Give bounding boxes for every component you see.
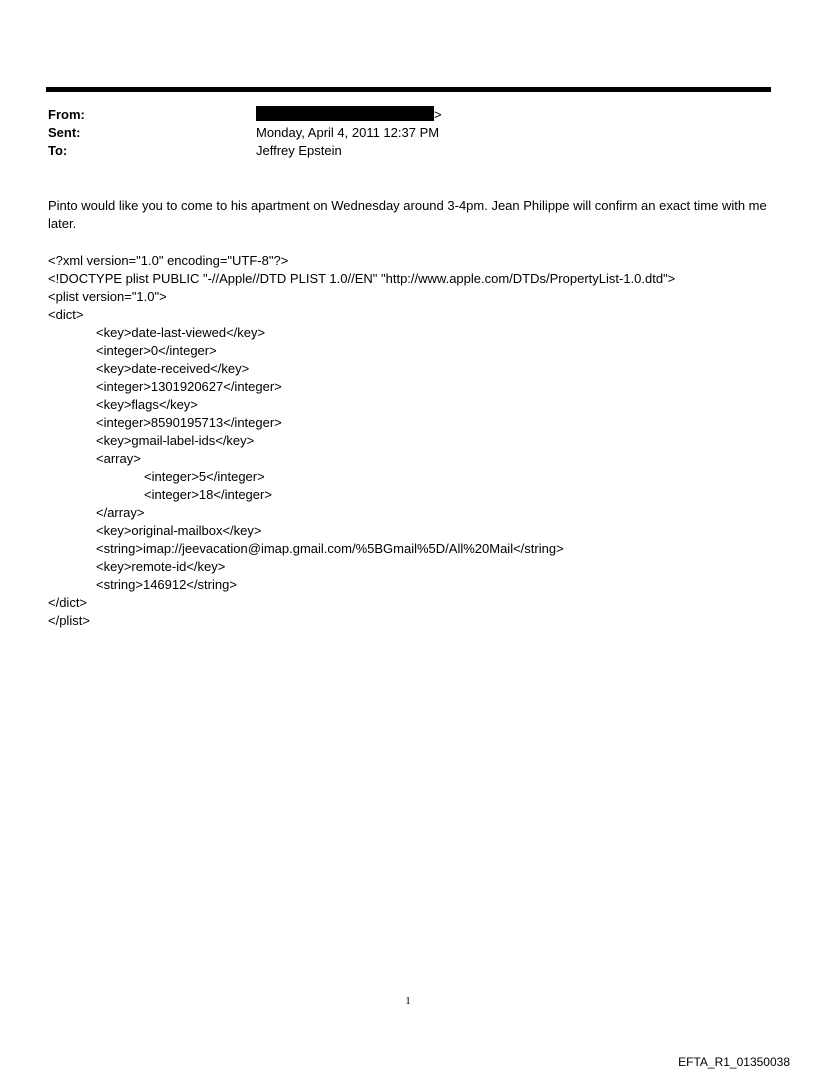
xml-line: <string>146912</string> (96, 577, 237, 592)
from-value-suffix: > (434, 107, 442, 122)
to-value: Jeffrey Epstein (256, 143, 342, 158)
xml-plist-open-line: <plist version="1.0"> (48, 289, 167, 304)
to-label: To: (48, 143, 68, 158)
sent-value: Monday, April 4, 2011 12:37 PM (256, 125, 440, 140)
xml-line: <integer>1301920627</integer> (96, 379, 282, 394)
xml-line: <key>original-mailbox</key> (96, 523, 262, 538)
xml-line: <array> (96, 451, 141, 466)
redaction-box (256, 106, 434, 121)
xml-line: <integer>8590195713</integer> (96, 415, 282, 430)
xml-declaration-line: <?xml version="1.0" encoding="UTF-8"?> (48, 253, 289, 268)
sent-row (48, 124, 748, 142)
xml-line: <key>gmail-label-ids</key> (96, 433, 255, 448)
page-number: 1 (405, 995, 411, 1007)
bates-number: EFTA_R1_01350038 (678, 1055, 790, 1069)
from-value (256, 106, 442, 124)
email-header (48, 106, 748, 160)
xml-dict-open-line: <dict> (48, 307, 84, 322)
xml-plist-close-line: </plist> (48, 613, 90, 628)
xml-line: <key>date-last-viewed</key> (96, 325, 266, 340)
xml-line: <string>imap://jeevacation@imap.gmail.com/%5BGmail%5D/All%20Mail</string> (96, 541, 564, 556)
xml-line: <integer>5</integer> (144, 469, 265, 484)
email-body (48, 197, 768, 233)
xml-line: <key>flags</key> (96, 397, 198, 412)
xml-line: <key>remote-id</key> (96, 559, 226, 574)
xml-line: </array> (96, 505, 145, 520)
xml-line: <integer>0</integer> (96, 343, 217, 358)
header-divider (46, 87, 771, 92)
from-row (48, 106, 748, 124)
xml-line: <integer>18</integer> (144, 487, 272, 502)
body-paragraph: Pinto would like you to come to his apartment on Wednesday around 3-4pm. Jean Philippe will confirm an exact time with me later. (48, 198, 767, 231)
xml-doctype-line: <!DOCTYPE plist PUBLIC "-//Apple//DTD PLIST 1.0//EN" "http://www.apple.com/DTDs/PropertyList-1.0.dtd"> (48, 271, 676, 286)
to-row (48, 142, 748, 160)
from-label: From: (48, 107, 85, 122)
sent-label: Sent: (48, 125, 81, 140)
xml-dict-close-line: </dict> (48, 595, 88, 610)
xml-plist-block (48, 252, 788, 630)
xml-line: <key>date-received</key> (96, 361, 250, 376)
